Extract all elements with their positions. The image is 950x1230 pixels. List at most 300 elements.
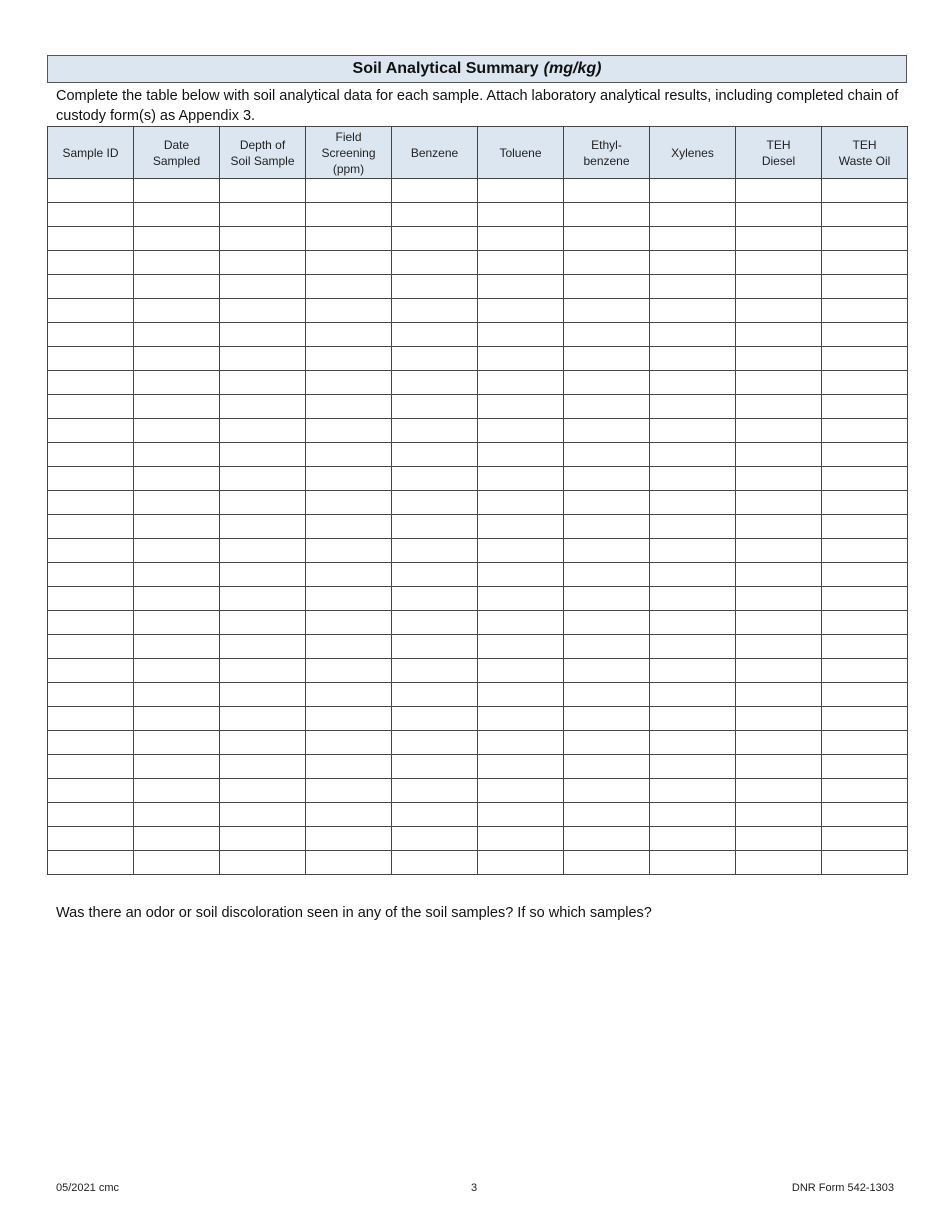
table-cell[interactable] (564, 707, 650, 731)
table-cell[interactable] (306, 179, 392, 203)
table-cell[interactable] (736, 323, 822, 347)
table-cell[interactable] (134, 395, 220, 419)
table-cell[interactable] (478, 467, 564, 491)
table-cell[interactable] (220, 659, 306, 683)
table-cell[interactable] (48, 227, 134, 251)
table-cell[interactable] (306, 443, 392, 467)
table-cell[interactable] (736, 755, 822, 779)
table-cell[interactable] (306, 539, 392, 563)
table-cell[interactable] (650, 827, 736, 851)
table-cell[interactable] (48, 299, 134, 323)
table-cell[interactable] (736, 731, 822, 755)
table-cell[interactable] (736, 227, 822, 251)
table-cell[interactable] (220, 227, 306, 251)
table-cell[interactable] (48, 731, 134, 755)
table-cell[interactable] (478, 179, 564, 203)
table-cell[interactable] (564, 731, 650, 755)
table-cell[interactable] (306, 395, 392, 419)
table-row (48, 227, 908, 251)
table-cell[interactable] (392, 491, 478, 515)
table-cell[interactable] (220, 803, 306, 827)
table-cell[interactable] (650, 731, 736, 755)
table-cell[interactable] (478, 347, 564, 371)
table-cell[interactable] (564, 491, 650, 515)
table-cell[interactable] (220, 755, 306, 779)
table-cell[interactable] (736, 491, 822, 515)
table-cell[interactable] (564, 539, 650, 563)
table-cell[interactable] (392, 659, 478, 683)
table-row (48, 251, 908, 275)
table-cell[interactable] (134, 323, 220, 347)
table-cell[interactable] (822, 179, 908, 203)
table-cell[interactable] (564, 611, 650, 635)
table-cell[interactable] (220, 731, 306, 755)
table-cell[interactable] (650, 851, 736, 875)
table-cell[interactable] (822, 371, 908, 395)
table-cell[interactable] (650, 539, 736, 563)
table-cell[interactable] (48, 827, 134, 851)
table-cell[interactable] (478, 299, 564, 323)
table-cell[interactable] (564, 779, 650, 803)
table-cell[interactable] (478, 251, 564, 275)
table-cell[interactable] (478, 395, 564, 419)
table-cell[interactable] (48, 371, 134, 395)
table-cell[interactable] (306, 707, 392, 731)
table-cell[interactable] (822, 707, 908, 731)
table-cell[interactable] (134, 731, 220, 755)
table-cell[interactable] (478, 227, 564, 251)
table-cell[interactable] (650, 659, 736, 683)
table-cell[interactable] (822, 491, 908, 515)
footer-page-number: 3 (471, 1182, 478, 1194)
table-cell[interactable] (564, 419, 650, 443)
table-cell[interactable] (134, 275, 220, 299)
table-cell[interactable] (822, 851, 908, 875)
table-cell[interactable] (220, 443, 306, 467)
table-cell[interactable] (736, 515, 822, 539)
table-cell[interactable] (48, 395, 134, 419)
table-cell[interactable] (220, 563, 306, 587)
table-cell[interactable] (650, 635, 736, 659)
table-cell[interactable] (650, 755, 736, 779)
table-cell[interactable] (392, 443, 478, 467)
table-cell[interactable] (306, 827, 392, 851)
table-cell[interactable] (392, 803, 478, 827)
table-cell[interactable] (134, 539, 220, 563)
table-cell[interactable] (48, 659, 134, 683)
table-cell[interactable] (822, 323, 908, 347)
table-cell[interactable] (392, 179, 478, 203)
table-cell[interactable] (564, 659, 650, 683)
table-cell[interactable] (650, 587, 736, 611)
table-cell[interactable] (650, 443, 736, 467)
table-cell[interactable] (48, 803, 134, 827)
table-cell[interactable] (478, 563, 564, 587)
column-header-line: Date (163, 137, 190, 152)
table-cell[interactable] (392, 683, 478, 707)
table-cell[interactable] (564, 299, 650, 323)
table-cell[interactable] (134, 659, 220, 683)
table-cell[interactable] (822, 803, 908, 827)
table-cell[interactable] (306, 563, 392, 587)
table-cell[interactable] (650, 323, 736, 347)
table-cell[interactable] (736, 275, 822, 299)
table-cell[interactable] (306, 275, 392, 299)
table-cell[interactable] (306, 251, 392, 275)
table-cell[interactable] (220, 251, 306, 275)
table-cell[interactable] (306, 659, 392, 683)
table-cell[interactable] (134, 851, 220, 875)
table-cell[interactable] (392, 515, 478, 539)
table-cell[interactable] (564, 563, 650, 587)
table-cell[interactable] (736, 203, 822, 227)
table-cell[interactable] (564, 371, 650, 395)
table-cell[interactable] (306, 467, 392, 491)
table-cell[interactable] (736, 635, 822, 659)
table-cell[interactable] (392, 635, 478, 659)
table-cell[interactable] (306, 803, 392, 827)
table-cell[interactable] (48, 467, 134, 491)
table-cell[interactable] (564, 443, 650, 467)
table-cell[interactable] (736, 371, 822, 395)
table-cell[interactable] (736, 443, 822, 467)
table-cell[interactable] (306, 203, 392, 227)
table-cell[interactable] (134, 179, 220, 203)
table-cell[interactable] (392, 227, 478, 251)
table-cell[interactable] (822, 251, 908, 275)
table-cell[interactable] (478, 419, 564, 443)
table-cell[interactable] (822, 659, 908, 683)
table-cell[interactable] (564, 203, 650, 227)
table-cell[interactable] (736, 563, 822, 587)
table-cell[interactable] (134, 515, 220, 539)
table-cell[interactable] (220, 179, 306, 203)
table-cell[interactable] (822, 515, 908, 539)
table-cell[interactable] (564, 683, 650, 707)
table-cell[interactable] (736, 395, 822, 419)
table-cell[interactable] (822, 275, 908, 299)
table-cell[interactable] (650, 611, 736, 635)
table-cell[interactable] (48, 755, 134, 779)
table-cell[interactable] (650, 563, 736, 587)
table-cell[interactable] (134, 371, 220, 395)
table-cell[interactable] (134, 347, 220, 371)
table-cell[interactable] (134, 227, 220, 251)
table-cell[interactable] (564, 347, 650, 371)
table-cell[interactable] (650, 467, 736, 491)
table-cell[interactable] (306, 731, 392, 755)
table-cell[interactable] (392, 371, 478, 395)
table-cell[interactable] (736, 803, 822, 827)
table-cell[interactable] (48, 323, 134, 347)
table-cell[interactable] (306, 755, 392, 779)
table-cell[interactable] (220, 515, 306, 539)
table-cell[interactable] (134, 299, 220, 323)
table-cell[interactable] (736, 347, 822, 371)
table-cell[interactable] (48, 491, 134, 515)
table-cell[interactable] (220, 851, 306, 875)
table-cell[interactable] (220, 419, 306, 443)
table-cell[interactable] (134, 779, 220, 803)
table-cell[interactable] (650, 419, 736, 443)
table-cell[interactable] (564, 323, 650, 347)
table-cell[interactable] (736, 707, 822, 731)
table-cell[interactable] (392, 731, 478, 755)
table-cell[interactable] (822, 827, 908, 851)
table-cell[interactable] (220, 635, 306, 659)
table-cell[interactable] (134, 467, 220, 491)
table-cell[interactable] (392, 563, 478, 587)
table-cell[interactable] (220, 299, 306, 323)
table-cell[interactable] (48, 419, 134, 443)
table-row (48, 395, 908, 419)
table-cell[interactable] (134, 251, 220, 275)
table-cell[interactable] (48, 515, 134, 539)
table-cell[interactable] (736, 299, 822, 323)
table-cell[interactable] (736, 539, 822, 563)
table-cell[interactable] (220, 491, 306, 515)
table-cell[interactable] (822, 587, 908, 611)
table-cell[interactable] (650, 707, 736, 731)
table-cell[interactable] (306, 635, 392, 659)
table-cell[interactable] (822, 347, 908, 371)
table-cell[interactable] (564, 851, 650, 875)
table-cell[interactable] (650, 683, 736, 707)
table-cell[interactable] (478, 851, 564, 875)
table-cell[interactable] (650, 395, 736, 419)
table-cell[interactable] (478, 443, 564, 467)
table-cell[interactable] (564, 251, 650, 275)
table-cell[interactable] (48, 203, 134, 227)
table-cell[interactable] (220, 347, 306, 371)
table-cell[interactable] (306, 419, 392, 443)
table-cell[interactable] (48, 851, 134, 875)
table-cell[interactable] (306, 491, 392, 515)
table-cell[interactable] (48, 587, 134, 611)
table-cell[interactable] (392, 347, 478, 371)
table-cell[interactable] (478, 515, 564, 539)
table-cell[interactable] (220, 611, 306, 635)
table-cell[interactable] (48, 347, 134, 371)
table-cell[interactable] (220, 539, 306, 563)
table-cell[interactable] (736, 851, 822, 875)
table-cell[interactable] (650, 227, 736, 251)
column-header (736, 127, 822, 179)
table-cell[interactable] (822, 467, 908, 491)
table-cell[interactable] (564, 227, 650, 251)
table-cell[interactable] (392, 707, 478, 731)
table-cell[interactable] (478, 587, 564, 611)
table-cell[interactable] (134, 611, 220, 635)
table-cell[interactable] (220, 203, 306, 227)
table-cell[interactable] (822, 755, 908, 779)
table-cell[interactable] (564, 467, 650, 491)
table-cell[interactable] (478, 827, 564, 851)
table-cell[interactable] (392, 251, 478, 275)
table-cell[interactable] (478, 635, 564, 659)
table-cell[interactable] (392, 203, 478, 227)
table-cell[interactable] (134, 419, 220, 443)
table-cell[interactable] (134, 827, 220, 851)
table-cell[interactable] (48, 275, 134, 299)
table-cell[interactable] (392, 587, 478, 611)
table-cell[interactable] (822, 635, 908, 659)
table-cell[interactable] (822, 779, 908, 803)
table-cell[interactable] (220, 323, 306, 347)
table-cell[interactable] (392, 611, 478, 635)
table-cell[interactable] (220, 467, 306, 491)
table-cell[interactable] (564, 587, 650, 611)
table-cell[interactable] (564, 803, 650, 827)
table-cell[interactable] (306, 371, 392, 395)
table-cell[interactable] (736, 827, 822, 851)
table-cell[interactable] (48, 635, 134, 659)
table-cell[interactable] (822, 539, 908, 563)
table-cell[interactable] (822, 731, 908, 755)
table-cell[interactable] (478, 491, 564, 515)
table-cell[interactable] (392, 467, 478, 491)
table-body (48, 179, 908, 875)
table-cell[interactable] (220, 827, 306, 851)
table-cell[interactable] (306, 347, 392, 371)
table-cell[interactable] (736, 419, 822, 443)
table-cell[interactable] (736, 467, 822, 491)
table-cell[interactable] (220, 683, 306, 707)
table-cell[interactable] (134, 707, 220, 731)
table-cell[interactable] (478, 275, 564, 299)
table-cell[interactable] (822, 683, 908, 707)
table-cell[interactable] (736, 779, 822, 803)
table-cell[interactable] (564, 755, 650, 779)
table-cell[interactable] (134, 803, 220, 827)
table-cell[interactable] (306, 323, 392, 347)
table-cell[interactable] (822, 611, 908, 635)
table-cell[interactable] (478, 659, 564, 683)
table-cell[interactable] (392, 851, 478, 875)
table-cell[interactable] (736, 587, 822, 611)
table-cell[interactable] (306, 611, 392, 635)
table-cell[interactable] (822, 563, 908, 587)
table-cell[interactable] (650, 299, 736, 323)
table-cell[interactable] (822, 395, 908, 419)
table-cell[interactable] (220, 395, 306, 419)
table-cell[interactable] (48, 683, 134, 707)
table-cell[interactable] (48, 179, 134, 203)
table-cell[interactable] (134, 635, 220, 659)
table-cell[interactable] (736, 611, 822, 635)
table-cell[interactable] (134, 587, 220, 611)
table-cell[interactable] (392, 299, 478, 323)
table-cell[interactable] (392, 395, 478, 419)
table-cell[interactable] (306, 587, 392, 611)
table-cell[interactable] (478, 731, 564, 755)
table-cell[interactable] (564, 827, 650, 851)
table-cell[interactable] (564, 635, 650, 659)
table-cell[interactable] (392, 539, 478, 563)
table-cell[interactable] (478, 203, 564, 227)
table-cell[interactable] (822, 443, 908, 467)
table-cell[interactable] (134, 755, 220, 779)
table-cell[interactable] (822, 419, 908, 443)
table-cell[interactable] (564, 395, 650, 419)
table-cell[interactable] (134, 203, 220, 227)
table-cell[interactable] (650, 779, 736, 803)
table-cell[interactable] (478, 539, 564, 563)
table-cell[interactable] (650, 203, 736, 227)
table-cell[interactable] (134, 683, 220, 707)
table-cell[interactable] (134, 563, 220, 587)
table-cell[interactable] (48, 251, 134, 275)
table-cell[interactable] (478, 611, 564, 635)
table-cell[interactable] (220, 587, 306, 611)
table-cell[interactable] (650, 515, 736, 539)
table-cell[interactable] (736, 251, 822, 275)
table-cell[interactable] (650, 179, 736, 203)
table-cell[interactable] (736, 179, 822, 203)
table-cell[interactable] (48, 779, 134, 803)
table-cell[interactable] (736, 683, 822, 707)
table-cell[interactable] (48, 539, 134, 563)
table-cell[interactable] (736, 659, 822, 683)
table-cell[interactable] (306, 683, 392, 707)
table-cell[interactable] (134, 443, 220, 467)
table-cell[interactable] (220, 371, 306, 395)
table-cell[interactable] (822, 227, 908, 251)
table-cell[interactable] (478, 755, 564, 779)
table-cell[interactable] (650, 347, 736, 371)
table-cell[interactable] (392, 419, 478, 443)
table-cell[interactable] (478, 371, 564, 395)
table-cell[interactable] (650, 275, 736, 299)
table-cell[interactable] (306, 515, 392, 539)
table-cell[interactable] (220, 707, 306, 731)
table-cell[interactable] (478, 779, 564, 803)
column-header (220, 127, 306, 179)
column-header-line: Screening (321, 145, 376, 160)
table-cell[interactable] (134, 491, 220, 515)
table-cell[interactable] (48, 707, 134, 731)
table-cell[interactable] (478, 683, 564, 707)
table-cell[interactable] (822, 203, 908, 227)
table-cell[interactable] (306, 779, 392, 803)
table-cell[interactable] (478, 323, 564, 347)
table-cell[interactable] (306, 851, 392, 875)
table-cell[interactable] (48, 563, 134, 587)
table-cell[interactable] (48, 443, 134, 467)
table-cell[interactable] (392, 323, 478, 347)
table-cell[interactable] (564, 179, 650, 203)
table-cell[interactable] (48, 611, 134, 635)
table-cell[interactable] (564, 515, 650, 539)
table-cell[interactable] (306, 227, 392, 251)
table-cell[interactable] (478, 707, 564, 731)
table-cell[interactable] (220, 275, 306, 299)
table-cell[interactable] (650, 251, 736, 275)
table-cell[interactable] (650, 371, 736, 395)
column-header-line: Soil Sample (230, 153, 295, 168)
table-cell[interactable] (392, 275, 478, 299)
table-cell[interactable] (564, 275, 650, 299)
table-cell[interactable] (650, 491, 736, 515)
table-cell[interactable] (650, 803, 736, 827)
table-cell[interactable] (392, 827, 478, 851)
table-cell[interactable] (306, 299, 392, 323)
table-cell[interactable] (392, 779, 478, 803)
table-cell[interactable] (822, 299, 908, 323)
table-cell[interactable] (392, 755, 478, 779)
table-cell[interactable] (220, 779, 306, 803)
table-cell[interactable] (478, 803, 564, 827)
